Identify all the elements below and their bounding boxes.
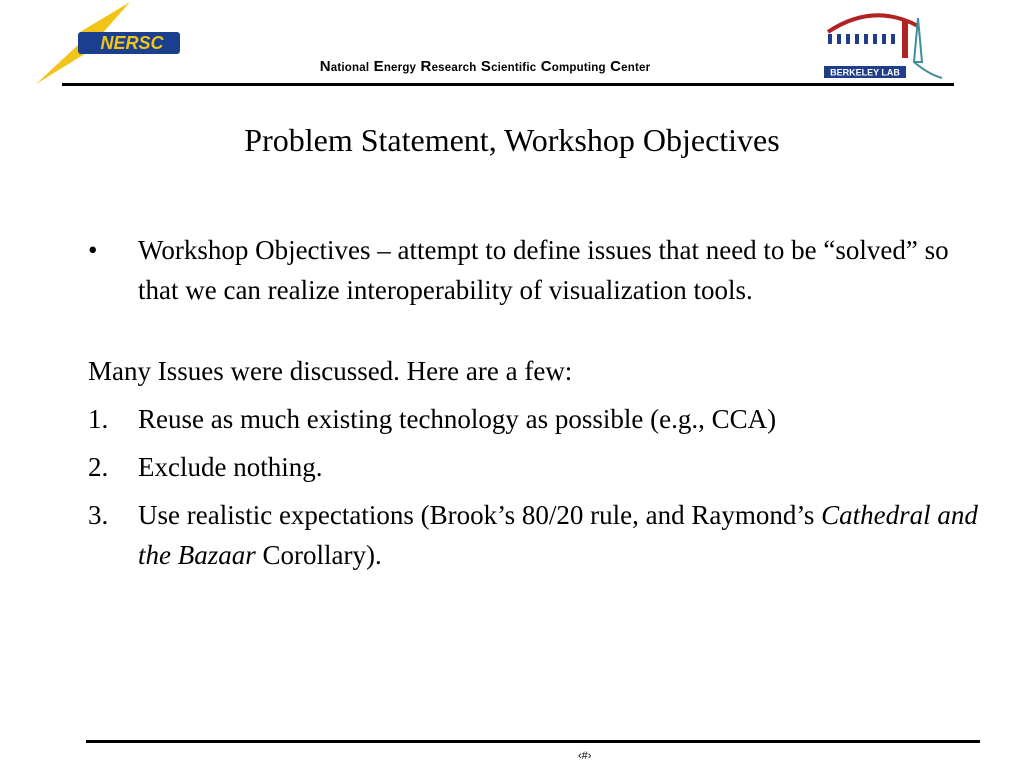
nersc-logo	[30, 2, 190, 88]
list-text	[138, 495, 978, 575]
list-text-after: Corollary).	[255, 540, 382, 570]
columns-icon	[828, 34, 895, 44]
list-number: 3.	[88, 500, 109, 530]
slide-title: Problem Statement, Workshop Objectives	[244, 122, 780, 158]
center-name-word-6: Center	[610, 58, 651, 75]
bullet-item	[88, 230, 978, 310]
center-name-word-1: National	[319, 58, 370, 75]
list-text: Exclude nothing.	[138, 452, 323, 482]
list-number: 1.	[88, 404, 109, 434]
bullet-text: Workshop Objectives – attempt to define issues that need to be “solved” so that we can realize interoperability of visualization tools.	[138, 235, 949, 305]
center-name-word-2: Energy	[373, 58, 417, 75]
header-rule	[62, 83, 954, 86]
intro-line	[88, 351, 978, 391]
page-number: ‹#›	[578, 750, 592, 762]
footer-rule	[86, 740, 980, 743]
center-name-word-4: Scientific	[480, 58, 537, 75]
building-icon	[902, 20, 908, 58]
list-item	[88, 399, 978, 439]
list-text: Reuse as much existing technology as possible (e.g., CCA)	[138, 404, 777, 434]
center-name	[200, 58, 770, 75]
bullet-marker: •	[88, 235, 98, 265]
slide-body	[88, 230, 978, 575]
list-item	[88, 495, 978, 575]
berkeley-logo-text: BERKELEY LAB	[830, 67, 900, 78]
book-title: Cathedral and the Bazaar	[138, 500, 978, 570]
list-number: 2.	[88, 452, 109, 482]
list-text-before: Use realistic expectations (Brook’s 80/20 rule, and Raymond’s	[138, 500, 822, 530]
berkeley-lab-logo	[818, 4, 948, 84]
list-item	[88, 447, 978, 487]
intro-text: Many Issues were discussed. Here are a few:	[88, 356, 573, 386]
center-name-word-3: Research	[420, 58, 477, 75]
center-name-word-5: Computing	[540, 58, 606, 75]
nersc-logo-text: NERSC	[100, 33, 164, 53]
hill-icon	[914, 62, 942, 78]
